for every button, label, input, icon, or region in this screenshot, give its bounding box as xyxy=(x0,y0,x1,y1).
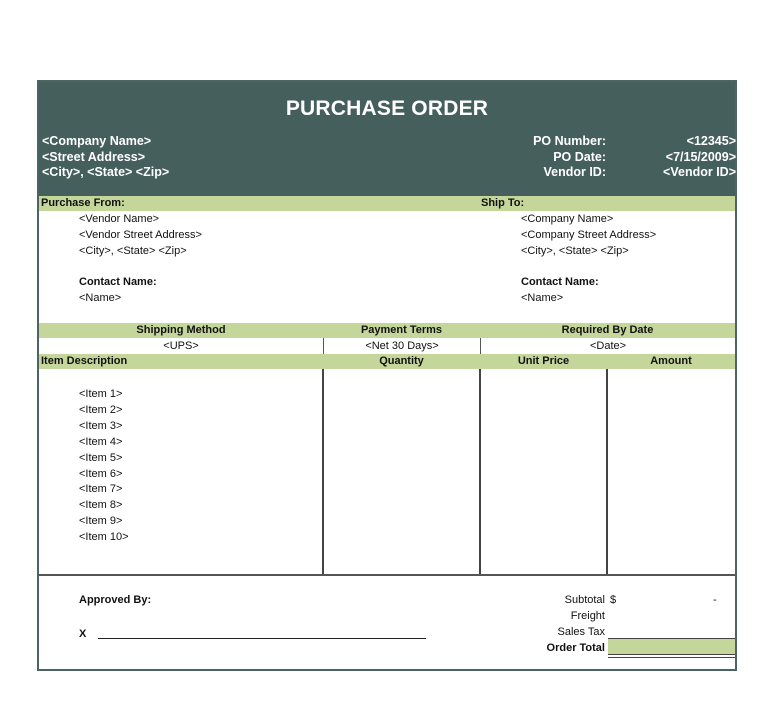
page-title: PURCHASE ORDER xyxy=(285,97,489,120)
ship-to-label: Ship To: xyxy=(481,197,525,209)
item-description-header: Item Description xyxy=(41,355,128,367)
subtotal-label: Subtotal xyxy=(564,594,605,606)
company-name: <Company Name> xyxy=(42,134,152,148)
order-total-value-cell[interactable] xyxy=(608,638,735,654)
vendor-contact-label: Contact Name: xyxy=(79,276,157,289)
vendor-name[interactable]: <Vendor Name> xyxy=(79,213,160,225)
approved-by-label: Approved By: xyxy=(79,594,152,606)
order-total-double-underline xyxy=(608,654,735,658)
list-item[interactable]: <Item 2> xyxy=(79,403,123,416)
list-item[interactable]: <Item 7> xyxy=(79,483,123,496)
ship-contact-name[interactable]: <Name> xyxy=(521,292,564,305)
vendor-city-state-zip[interactable]: <City>, <State> <Zip> xyxy=(79,244,187,257)
header-banner xyxy=(39,82,735,196)
vendor-id-value[interactable]: <Vendor ID> xyxy=(663,165,736,179)
quantity-header: Quantity xyxy=(379,355,424,367)
required-by-date-value[interactable]: <Date> xyxy=(480,338,735,354)
list-item[interactable]: <Item 8> xyxy=(79,499,123,512)
po-date-value[interactable]: <7/15/2009> xyxy=(665,149,736,164)
shipping-method-value[interactable]: <UPS> xyxy=(163,340,199,352)
ship-company-street[interactable]: <Company Street Address> xyxy=(521,228,657,241)
po-values xyxy=(619,134,736,181)
address-header-band xyxy=(39,196,735,211)
list-item[interactable]: <Item 4> xyxy=(79,435,123,448)
po-number-label: PO Number: xyxy=(533,134,606,148)
purchase-order-sheet xyxy=(37,80,737,671)
freight-label: Freight xyxy=(570,610,605,622)
vendor-id-label: Vendor ID: xyxy=(543,165,606,179)
purchase-from-label: Purchase From: xyxy=(41,197,125,209)
list-item[interactable]: <Item 1> xyxy=(79,388,123,400)
items-header-band xyxy=(39,354,735,369)
column-divider xyxy=(322,369,324,574)
company-street: <Street Address> xyxy=(42,149,146,164)
subtotal-currency: $ xyxy=(610,594,617,606)
totals-labels xyxy=(509,592,605,656)
payment-terms-value[interactable]: <Net 30 Days> xyxy=(323,338,480,354)
amount-header: Amount xyxy=(650,355,692,367)
items-table-body xyxy=(39,369,735,576)
company-city-state-zip: <City>, <State> <Zip> xyxy=(42,165,170,179)
column-divider xyxy=(606,369,608,574)
signature-x-mark: X xyxy=(79,628,87,640)
shipping-header-band xyxy=(39,323,735,338)
ship-city-state-zip[interactable]: <City>, <State> <Zip> xyxy=(521,244,629,257)
purchase-from-block xyxy=(79,212,202,307)
column-divider xyxy=(479,369,481,574)
company-info xyxy=(42,134,169,181)
list-item[interactable]: <Item 10> xyxy=(79,531,129,544)
unit-price-header: Unit Price xyxy=(517,355,570,367)
order-total-label: Order Total xyxy=(546,642,605,654)
list-item[interactable]: <Item 6> xyxy=(79,467,123,480)
po-number-value[interactable]: <12345> xyxy=(686,134,736,148)
required-by-date-header: Required By Date xyxy=(561,324,654,336)
signature-line[interactable] xyxy=(98,638,426,639)
sales-tax-label: Sales Tax xyxy=(557,626,605,638)
list-item[interactable]: <Item 5> xyxy=(79,451,123,464)
ship-to-block xyxy=(521,212,656,307)
subtotal-value: - xyxy=(713,594,717,606)
shipping-values-row xyxy=(39,338,735,354)
po-labels xyxy=(509,134,606,181)
vendor-street[interactable]: <Vendor Street Address> xyxy=(79,228,202,241)
item-list xyxy=(79,387,129,546)
po-date-label: PO Date: xyxy=(553,149,606,164)
list-item[interactable]: <Item 9> xyxy=(79,515,123,528)
payment-terms-header: Payment Terms xyxy=(360,324,443,336)
ship-contact-label: Contact Name: xyxy=(521,276,599,289)
ship-company-name[interactable]: <Company Name> xyxy=(521,213,614,225)
list-item[interactable]: <Item 3> xyxy=(79,419,123,432)
shipping-method-header: Shipping Method xyxy=(136,324,226,336)
vendor-contact-name[interactable]: <Name> xyxy=(79,292,122,305)
